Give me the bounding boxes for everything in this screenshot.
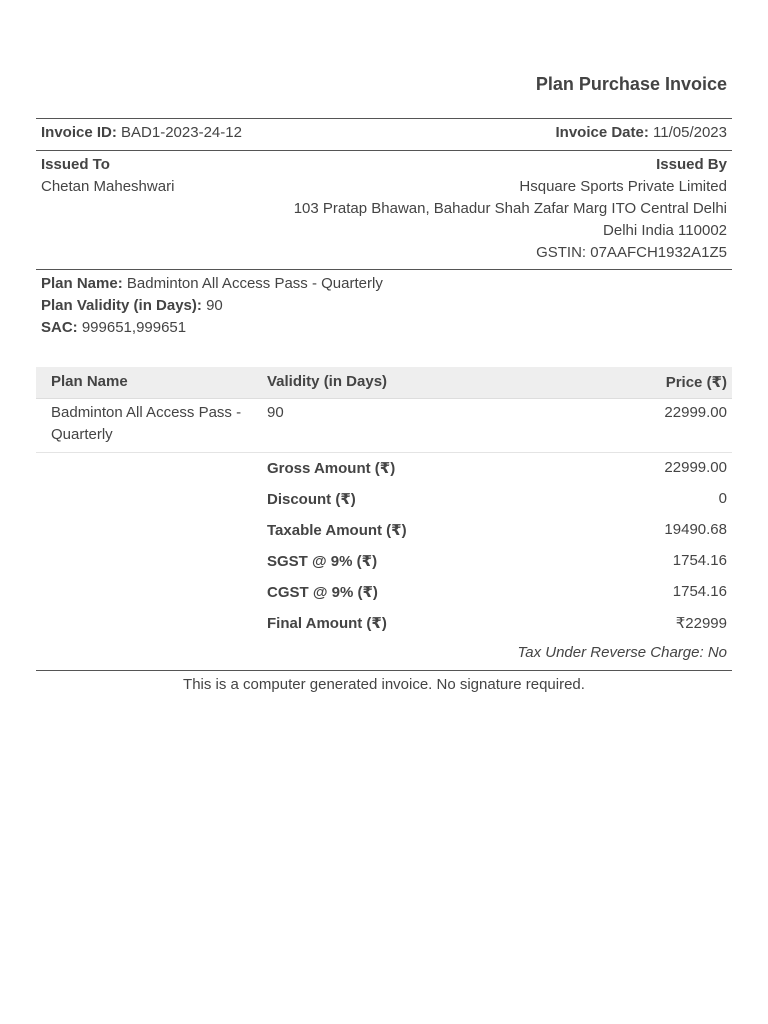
summary-taxable-label: Taxable Amount (₹) <box>267 522 407 539</box>
invoice-id-label: Invoice ID: <box>41 124 117 141</box>
summary-sgst-label: SGST @ 9% (₹) <box>267 553 378 570</box>
reverse-charge-note: Tax Under Reverse Charge: No <box>517 644 727 661</box>
plan-details <box>41 275 727 341</box>
summary-discount-label: Discount (₹) <box>267 491 356 508</box>
invoice-date-value: 11/05/2023 <box>653 124 727 141</box>
invoice-id-value: BAD1-2023-24-12 <box>121 124 242 141</box>
divider-bottom <box>36 670 732 671</box>
summary-discount-value: 0 <box>718 490 727 507</box>
plan-validity-value: 90 <box>206 297 223 314</box>
divider-top <box>36 118 732 119</box>
row-price: 22999.00 <box>664 404 727 421</box>
summary-gross-value: 22999.00 <box>664 459 727 476</box>
issued-to-heading: Issued To <box>41 156 110 173</box>
issued-by-company: Hsquare Sports Private Limited <box>519 178 727 195</box>
summary-final <box>36 608 732 639</box>
parties-section <box>41 156 727 266</box>
invoice-date-label: Invoice Date: <box>555 124 649 141</box>
divider-meta <box>36 150 732 151</box>
plan-validity-label: Plan Validity (in Days): <box>41 297 202 314</box>
header-validity: Validity (in Days) <box>267 373 388 390</box>
row-plan-name-line1: Badminton All Access Pass - <box>51 404 242 421</box>
plan-name-label: Plan Name: <box>41 275 123 292</box>
summary-cgst-label: CGST @ 9% (₹) <box>267 584 378 601</box>
invoice-date <box>555 124 727 141</box>
sac-line <box>41 319 186 336</box>
plan-validity-line <box>41 297 223 314</box>
row-plan-name-line2: Quarterly <box>51 426 113 443</box>
summary-gross-label: Gross Amount (₹) <box>267 460 396 477</box>
issued-by-heading: Issued By <box>656 156 727 173</box>
table-header <box>36 367 732 399</box>
row-validity: 90 <box>267 404 284 421</box>
summary-sgst-value: 1754.16 <box>672 552 727 569</box>
invoice-title: Plan Purchase Invoice <box>535 74 727 94</box>
plan-name-line <box>41 275 383 292</box>
footer-note: This is a computer generated invoice. No signature required. <box>183 676 585 693</box>
summary-sgst <box>36 546 732 577</box>
sac-label: SAC: <box>41 319 78 336</box>
sac-value: 999651,999651 <box>81 319 187 336</box>
issued-by-address-line2: Delhi India 110002 <box>603 222 727 239</box>
header-price: Price (₹) <box>665 374 727 391</box>
issued-to-name: Chetan Maheshwari <box>41 178 175 195</box>
summary-final-label: Final Amount (₹) <box>267 615 387 632</box>
summary-taxable <box>36 515 732 546</box>
plan-name-value: Badminton All Access Pass - Quarterly <box>126 275 383 292</box>
issued-by-gstin: GSTIN: 07AAFCH1932A1Z5 <box>536 244 727 261</box>
divider-parties <box>36 269 732 270</box>
invoice-meta-row <box>41 124 727 144</box>
invoice-id <box>41 124 242 141</box>
summary-cgst <box>36 577 732 608</box>
table-row <box>36 398 732 453</box>
summary-cgst-value: 1754.16 <box>672 583 727 600</box>
issued-by-address-line1: 103 Pratap Bhawan, Bahadur Shah Zafar Marg ITO Central Delhi <box>293 200 727 217</box>
summary-final-value: ₹22999 <box>675 615 727 632</box>
header-plan-name: Plan Name <box>51 373 128 390</box>
summary-gross <box>36 453 732 484</box>
summary-taxable-value: 19490.68 <box>664 521 727 538</box>
summary-discount <box>36 484 732 515</box>
